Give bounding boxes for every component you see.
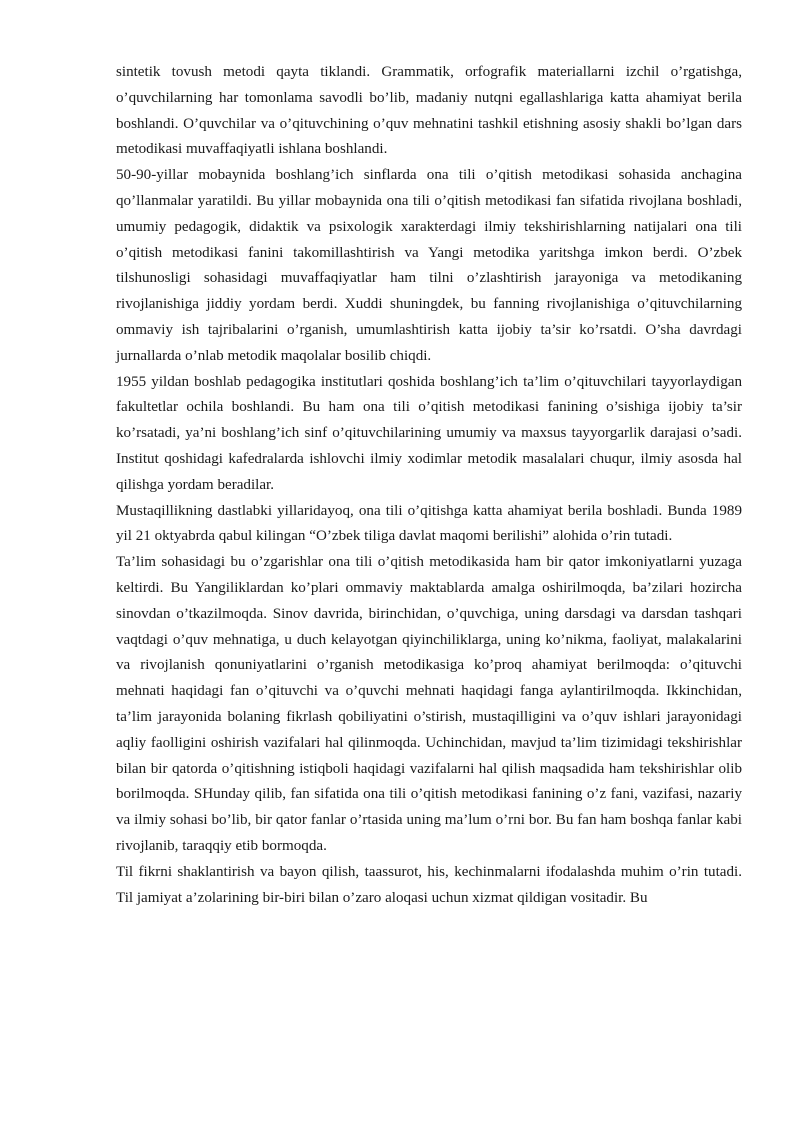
paragraph-5: Ta’lim sohasidagi bu o’zgarishlar ona tili o’qitish metodikasida ham bir qator imkoniyatlarni yuzaga keltirdi. Bu Yangiliklardan ko’plari ommaviy maktablarda amalga oshirilmoqda, ba’zilari hozircha sinovdan o’tkazilmoqda. Sinov davrida, birinchidan, o’quvchiga, uning darsdagi va darsdan tashqari vaqtdagi o’quv mehnatiga, u duch kelayotgan qiyinchiliklarga, uning ko’nikma, faoliyat, malakalarini va rivojlanish qonuniyatlarini o’rganish metodikasiga ko’proq ahamiyat berilmoqda: o’qituvchi mehnati haqidagi fan o’qituvchi va o’quvchi mehnati haqidagi fanga aylantirilmoqda. Ikkinchidan, ta’lim jarayonida bolaning fikrlash qobiliyatini o’stirish, mustaqilligini va o’quv ishlari jarayonidagi aqliy faolligini oshirish vazifalari hal qilinmoqda. Uchinchidan, mavjud ta’lim tizimidagi tekshirishlar bilan bir qatorda o’qitishning istiqboli haqidagi vazifalarni hal qilish maqsadida ham tekshirishlar olib borilmoqda. SHunday qilib, fan sifatida ona tili o’qitish metodikasi fanining o’z fani, vazifasi, nazariy va ilmiy sohasi bo’lib, bir qator fanlar o’rtasida uning ma’lum o’rni bor. Bu fan ham boshqa fanlar kabi rivojlanib, taraqqiy etib bormoqda. xyxy=(116,554,742,854)
paragraph-1: sintetik tovush metodi qayta tiklandi. Grammatik, orfografik materiallarni izchil o’rgatishga, o’quvchilarning har tomonlama savodli bo’lib, madaniy nutqni egallashlariga katta ahamiyat berila boshlandi. O’quvchilar va o’qituvchining o’quv mehnatini tashkil etishning asosiy shakli bo’lgan dars metodikasi muvaffaqiyatli ishlana boshlandi. xyxy=(116,64,742,158)
document-page xyxy=(116,60,742,911)
paragraph-4: Mustaqillikning dastlabki yillaridayoq, ona tili o’qitishga katta ahamiyat berila boshladi. Bunda 1989 yil 21 oktyabrda qabul kilingan “O’zbek tiliga davlat maqomi berilishi” alohida o’rin tutadi. xyxy=(116,502,742,545)
paragraph-2: 50-90-yillar mobaynida boshlang’ich sinflarda ona tili o’qitish metodikasi sohasida anchagina qo’llanmalar yaratildi. Bu yillar mobaynida ona tili o’qitish metodikasi fan sifatida rivojlana boshladi, umumiy pedagogik, didaktik va psixologik xarakterdagi ilmiy tekshirishlarning natijalari ona tili o’qitish metodikasi fanini takomillashtirish va Yangi metodika yaritshga imkon berdi. O’zbek tilshunosligi sohasidagi muvaffaqiyatlar ham tilni o’zlashtirish jarayoniga va metodikaning rivojlanishiga jiddiy yordam berdi. Xuddi shuningdek, bu fanning rivojlanishiga o’qituvchilarning ommaviy ish tajribalarini o’rganish, umumlashtirish katta ijobiy ta’sir ko’rsatdi. O’sha davrdagi jurnallarda o’nlab metodik maqolalar bosilib chiqdi. xyxy=(116,167,742,364)
paragraph-3: 1955 yildan boshlab pedagogika institutlari qoshida boshlang’ich ta’lim o’qituvchilari tayyorlaydigan fakultetlar ochila boshlandi. Bu ham ona tili o’qitish metodikasi fanining o’sishiga ijobiy ta’sir ko’rsatadi, ya’ni boshlang’ich sinf o’qituvchilarining umumiy va maxsus tayyorgarlik darajasi o’sadi. Institut qoshidagi kafedralarda ishlovchi ilmiy xodimlar metodik masalalari chuqur, ilmiy asosda hal qilishga yordam beradilar. xyxy=(116,373,742,493)
paragraph-6: Til fikrni shaklantirish va bayon qilish, taassurot, his, kechinmalarni ifodalashda muhim o’rin tutadi. Til jamiyat a’zolarining bir-biri bilan o’zaro aloqasi uchun xizmat qildigan vositadir. Bu xyxy=(116,863,742,906)
